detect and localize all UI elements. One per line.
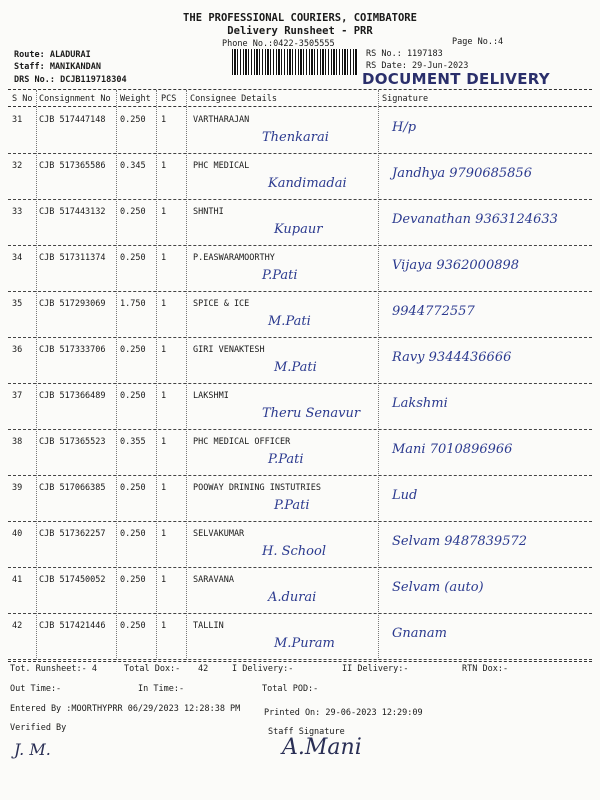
table-row: [0, 200, 600, 246]
printed-on: Printed On: 29-06-2023 12:29:09: [264, 708, 423, 718]
table-row: [0, 614, 600, 660]
in-time: In Time:-: [138, 684, 185, 694]
row-sno: 35: [12, 299, 23, 309]
row-weight: 1.750: [120, 299, 146, 309]
col-weight: Weight: [120, 94, 151, 104]
staff: Staff: MANIKANDAN: [14, 62, 101, 72]
row-consignee-name: PHC MEDICAL OFFICER: [193, 437, 291, 447]
table-row: [0, 476, 600, 522]
row-sno: 33: [12, 207, 23, 217]
verifier-signature: J. M.: [14, 740, 51, 759]
row-handwritten-place: M.Pati: [274, 360, 317, 375]
row-pcs: 1: [161, 253, 167, 263]
row-pcs: 1: [161, 207, 167, 217]
row-consignment-no: CJB 517066385: [39, 483, 106, 493]
barcode: [232, 49, 358, 75]
row-consignee-name: P.EASWARAMOORTHY: [193, 253, 275, 263]
row-handwritten-place: Kandimadai: [268, 176, 347, 191]
footer-divider: [8, 661, 592, 662]
col-signature: Signature: [382, 94, 429, 104]
col-pcs: PCS: [161, 94, 177, 104]
row-sno: 39: [12, 483, 23, 493]
row-handwritten-place: P.Pati: [274, 498, 310, 513]
ii-delivery: II Delivery:-: [342, 664, 409, 674]
row-consignee-name: GIRI VENAKTESH: [193, 345, 265, 355]
staff-handwritten-signature: A.Mani: [282, 735, 362, 760]
total-pod: Total POD:-: [262, 684, 319, 694]
row-consignment-no: CJB 517293069: [39, 299, 106, 309]
row-weight: 0.250: [120, 391, 146, 401]
rs-date: RS Date: 29-Jun-2023: [366, 61, 469, 71]
row-weight: 0.250: [120, 207, 146, 217]
row-consignment-no: CJB 517362257: [39, 529, 106, 539]
rs-number: RS No.: 1197183: [366, 49, 443, 59]
row-consignee-name: LAKSHMI: [193, 391, 229, 401]
row-sno: 38: [12, 437, 23, 447]
row-pcs: 1: [161, 345, 167, 355]
row-sno: 31: [12, 115, 23, 125]
row-consignee-name: SELVAKUMAR: [193, 529, 245, 539]
row-pcs: 1: [161, 299, 167, 309]
row-weight: 0.250: [120, 575, 146, 585]
row-handwritten-place: P.Pati: [268, 452, 304, 467]
row-weight: 0.250: [120, 529, 146, 539]
table-row: [0, 108, 600, 154]
table-row: [0, 154, 600, 200]
row-consignment-no: CJB 517447148: [39, 115, 106, 125]
tot-runsheet: Tot. Runsheet:- 4: [10, 664, 97, 674]
row-consignment-no: CJB 517333706: [39, 345, 106, 355]
drs-label: DRS No.:: [14, 75, 55, 85]
row-sno: 36: [12, 345, 23, 355]
row-handwritten-signature: Vijaya 9362000898: [392, 258, 520, 273]
table-row: [0, 292, 600, 338]
table-row: [0, 246, 600, 292]
header-divider: [8, 89, 592, 90]
row-pcs: 1: [161, 483, 167, 493]
row-consignee-name: POOWAY DRINING INSTUTRIES: [193, 483, 321, 493]
row-consignment-no: CJB 517365586: [39, 161, 106, 171]
col-sno: S No: [12, 94, 33, 104]
row-weight: 0.250: [120, 621, 146, 631]
row-handwritten-signature: Mani 7010896966: [392, 442, 513, 457]
col-consignment: Consignment No: [39, 94, 111, 104]
row-sno: 34: [12, 253, 23, 263]
runsheet-subtitle: Delivery Runsheet - PRR: [227, 25, 373, 37]
row-handwritten-place: P.Pati: [262, 268, 298, 283]
col-consignee: Consignee Details: [190, 94, 277, 104]
row-weight: 0.250: [120, 483, 146, 493]
drs-number: [14, 75, 127, 85]
row-handwritten-signature: Lakshmi: [392, 396, 448, 411]
row-handwritten-signature: Ravy 9344436666: [392, 350, 512, 365]
table-row: [0, 430, 600, 476]
row-consignment-no: CJB 517450052: [39, 575, 106, 585]
row-sno: 37: [12, 391, 23, 401]
row-sno: 41: [12, 575, 23, 585]
row-pcs: 1: [161, 161, 167, 171]
table-row: [0, 568, 600, 614]
i-delivery: I Delivery:-: [232, 664, 294, 674]
row-sno: 32: [12, 161, 23, 171]
row-pcs: 1: [161, 437, 167, 447]
total-dox-label: Total Dox:-: [124, 664, 181, 674]
row-handwritten-signature: Selvam 9487839572: [392, 534, 528, 549]
row-handwritten-signature: Gnanam: [392, 626, 447, 641]
company-title: THE PROFESSIONAL COURIERS, COIMBATORE: [183, 12, 417, 24]
rtn-dox: RTN Dox:-: [462, 664, 509, 674]
row-consignee-name: VARTHARAJAN: [193, 115, 250, 125]
row-handwritten-signature: Jandhya 9790685856: [392, 166, 532, 181]
row-handwritten-signature: Devanathan 9363124633: [392, 212, 558, 227]
row-consignee-name: PHC MEDICAL: [193, 161, 250, 171]
row-handwritten-place: Kupaur: [274, 222, 323, 237]
row-consignment-no: CJB 517421446: [39, 621, 106, 631]
row-weight: 0.355: [120, 437, 146, 447]
row-consignee-name: SHNTHI: [193, 207, 224, 217]
phone-number: Phone No.:0422-3505555: [222, 39, 335, 49]
row-pcs: 1: [161, 391, 167, 401]
row-weight: 0.345: [120, 161, 146, 171]
row-handwritten-signature: Selvam (auto): [392, 580, 484, 595]
colhead-divider: [8, 106, 592, 107]
row-consignee-name: SARAVANA: [193, 575, 234, 585]
row-sno: 40: [12, 529, 23, 539]
entered-by: Entered By :MOORTHYPRR 06/29/2023 12:28:38 PM: [10, 704, 241, 714]
table-row: [0, 384, 600, 430]
row-consignment-no: CJB 517443132: [39, 207, 106, 217]
table-row: [0, 338, 600, 384]
row-handwritten-place: A.durai: [268, 590, 317, 605]
row-pcs: 1: [161, 575, 167, 585]
row-handwritten-place: M.Puram: [274, 636, 335, 651]
row-handwritten-place: H. School: [262, 544, 326, 559]
row-handwritten-signature: H/p: [392, 120, 417, 135]
row-handwritten-place: Thenkarai: [262, 130, 329, 145]
row-weight: 0.250: [120, 115, 146, 125]
out-time: Out Time:-: [10, 684, 62, 694]
staff-signature-label: Staff Signature: [268, 727, 345, 737]
row-consignment-no: CJB 517366489: [39, 391, 106, 401]
row-pcs: 1: [161, 529, 167, 539]
route: Route: ALADURAI: [14, 50, 91, 60]
total-dox-value: 42: [198, 664, 209, 674]
row-consignee-name: TALLIN: [193, 621, 224, 631]
row-handwritten-signature: 9944772557: [392, 304, 475, 319]
row-divider: [8, 659, 592, 660]
page-number: Page No.:4: [452, 37, 504, 47]
row-weight: 0.250: [120, 345, 146, 355]
row-handwritten-signature: Lud: [392, 488, 418, 503]
document-delivery-stamp: DOCUMENT DELIVERY: [362, 70, 550, 88]
row-handwritten-place: M.Pati: [268, 314, 311, 329]
row-handwritten-place: Theru Senavur: [262, 406, 361, 421]
drs-value: DCJB119718304: [60, 75, 127, 85]
row-sno: 42: [12, 621, 23, 631]
row-consignee-name: SPICE & ICE: [193, 299, 250, 309]
row-pcs: 1: [161, 115, 167, 125]
row-consignment-no: CJB 517311374: [39, 253, 106, 263]
row-consignment-no: CJB 517365523: [39, 437, 106, 447]
row-weight: 0.250: [120, 253, 146, 263]
verified-by: Verified By: [10, 723, 67, 733]
table-row: [0, 522, 600, 568]
row-pcs: 1: [161, 621, 167, 631]
